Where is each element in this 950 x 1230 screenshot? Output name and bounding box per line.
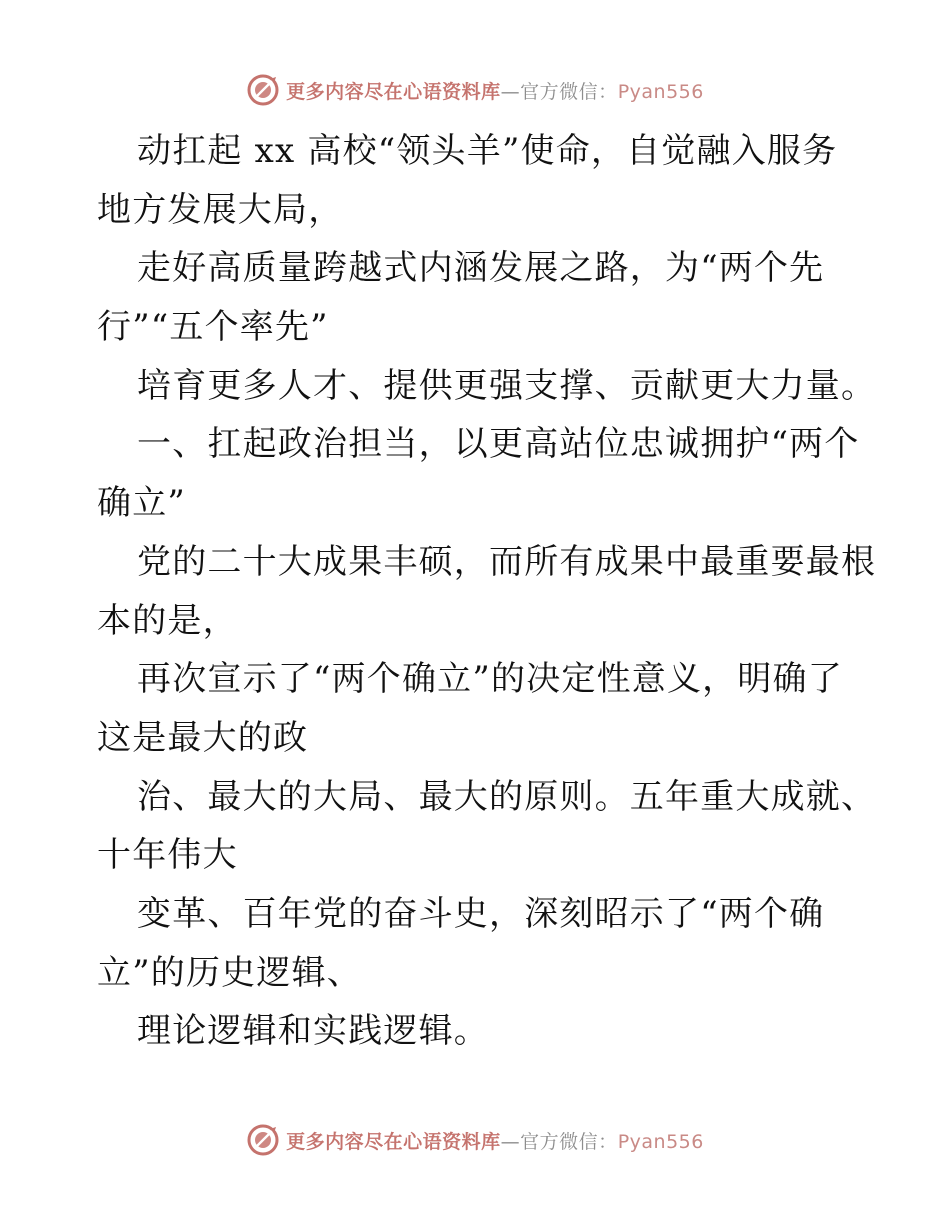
text-line: 一、扛起政治担当，以更高站位忠诚拥护“两个 xyxy=(137,424,860,465)
watermark-text xyxy=(286,77,704,104)
text-line: 这是最大的政 xyxy=(97,717,309,758)
brand-logo-icon xyxy=(246,73,280,107)
text-line: 理论逻辑和实践逻辑。 xyxy=(137,1011,489,1052)
watermark-text xyxy=(286,1127,704,1154)
watermark-label: 官方微信： xyxy=(520,80,618,103)
text-line: 立”的历史逻辑、 xyxy=(97,952,362,993)
text-line: 动扛起 xx 高校“领头羊”使命，自觉融入服务 xyxy=(137,131,838,171)
text-line: 确立” xyxy=(97,483,186,524)
header-watermark xyxy=(0,70,950,110)
text-line: 变革、百年党的奋斗史，深刻昭示了“两个确 xyxy=(137,893,825,934)
watermark-dash: — xyxy=(500,80,521,103)
watermark-brand: 更多内容尽在心语资料库 xyxy=(286,80,501,103)
text-line: 培育更多人才、提供更强支撑、贡献更大力量。 xyxy=(137,365,877,406)
footer-watermark xyxy=(0,1120,950,1160)
text-line: 治、最大的大局、最大的原则。五年重大成就、 xyxy=(137,776,877,817)
watermark-brand: 更多内容尽在心语资料库 xyxy=(286,1130,501,1153)
text-line: 地方发展大局， xyxy=(97,189,344,230)
text-line: 走好高质量跨越式内涵发展之路，为“两个先 xyxy=(137,248,825,289)
watermark-account: Pyan556 xyxy=(617,1130,704,1153)
brand-logo-icon xyxy=(246,1123,280,1157)
watermark-account: Pyan556 xyxy=(617,80,704,103)
text-line: 十年伟大 xyxy=(97,835,238,876)
document-body xyxy=(97,122,877,1061)
text-line: 再次宣示了“两个确立”的决定性意义，明确了 xyxy=(137,659,843,700)
text-line: 本的是， xyxy=(97,600,238,641)
watermark-dash: — xyxy=(500,1130,521,1153)
text-line: 党的二十大成果丰硕，而所有成果中最重要最根 xyxy=(137,541,877,582)
watermark-label: 官方微信： xyxy=(520,1130,618,1153)
text-line: 行”“五个率先” xyxy=(97,307,329,348)
